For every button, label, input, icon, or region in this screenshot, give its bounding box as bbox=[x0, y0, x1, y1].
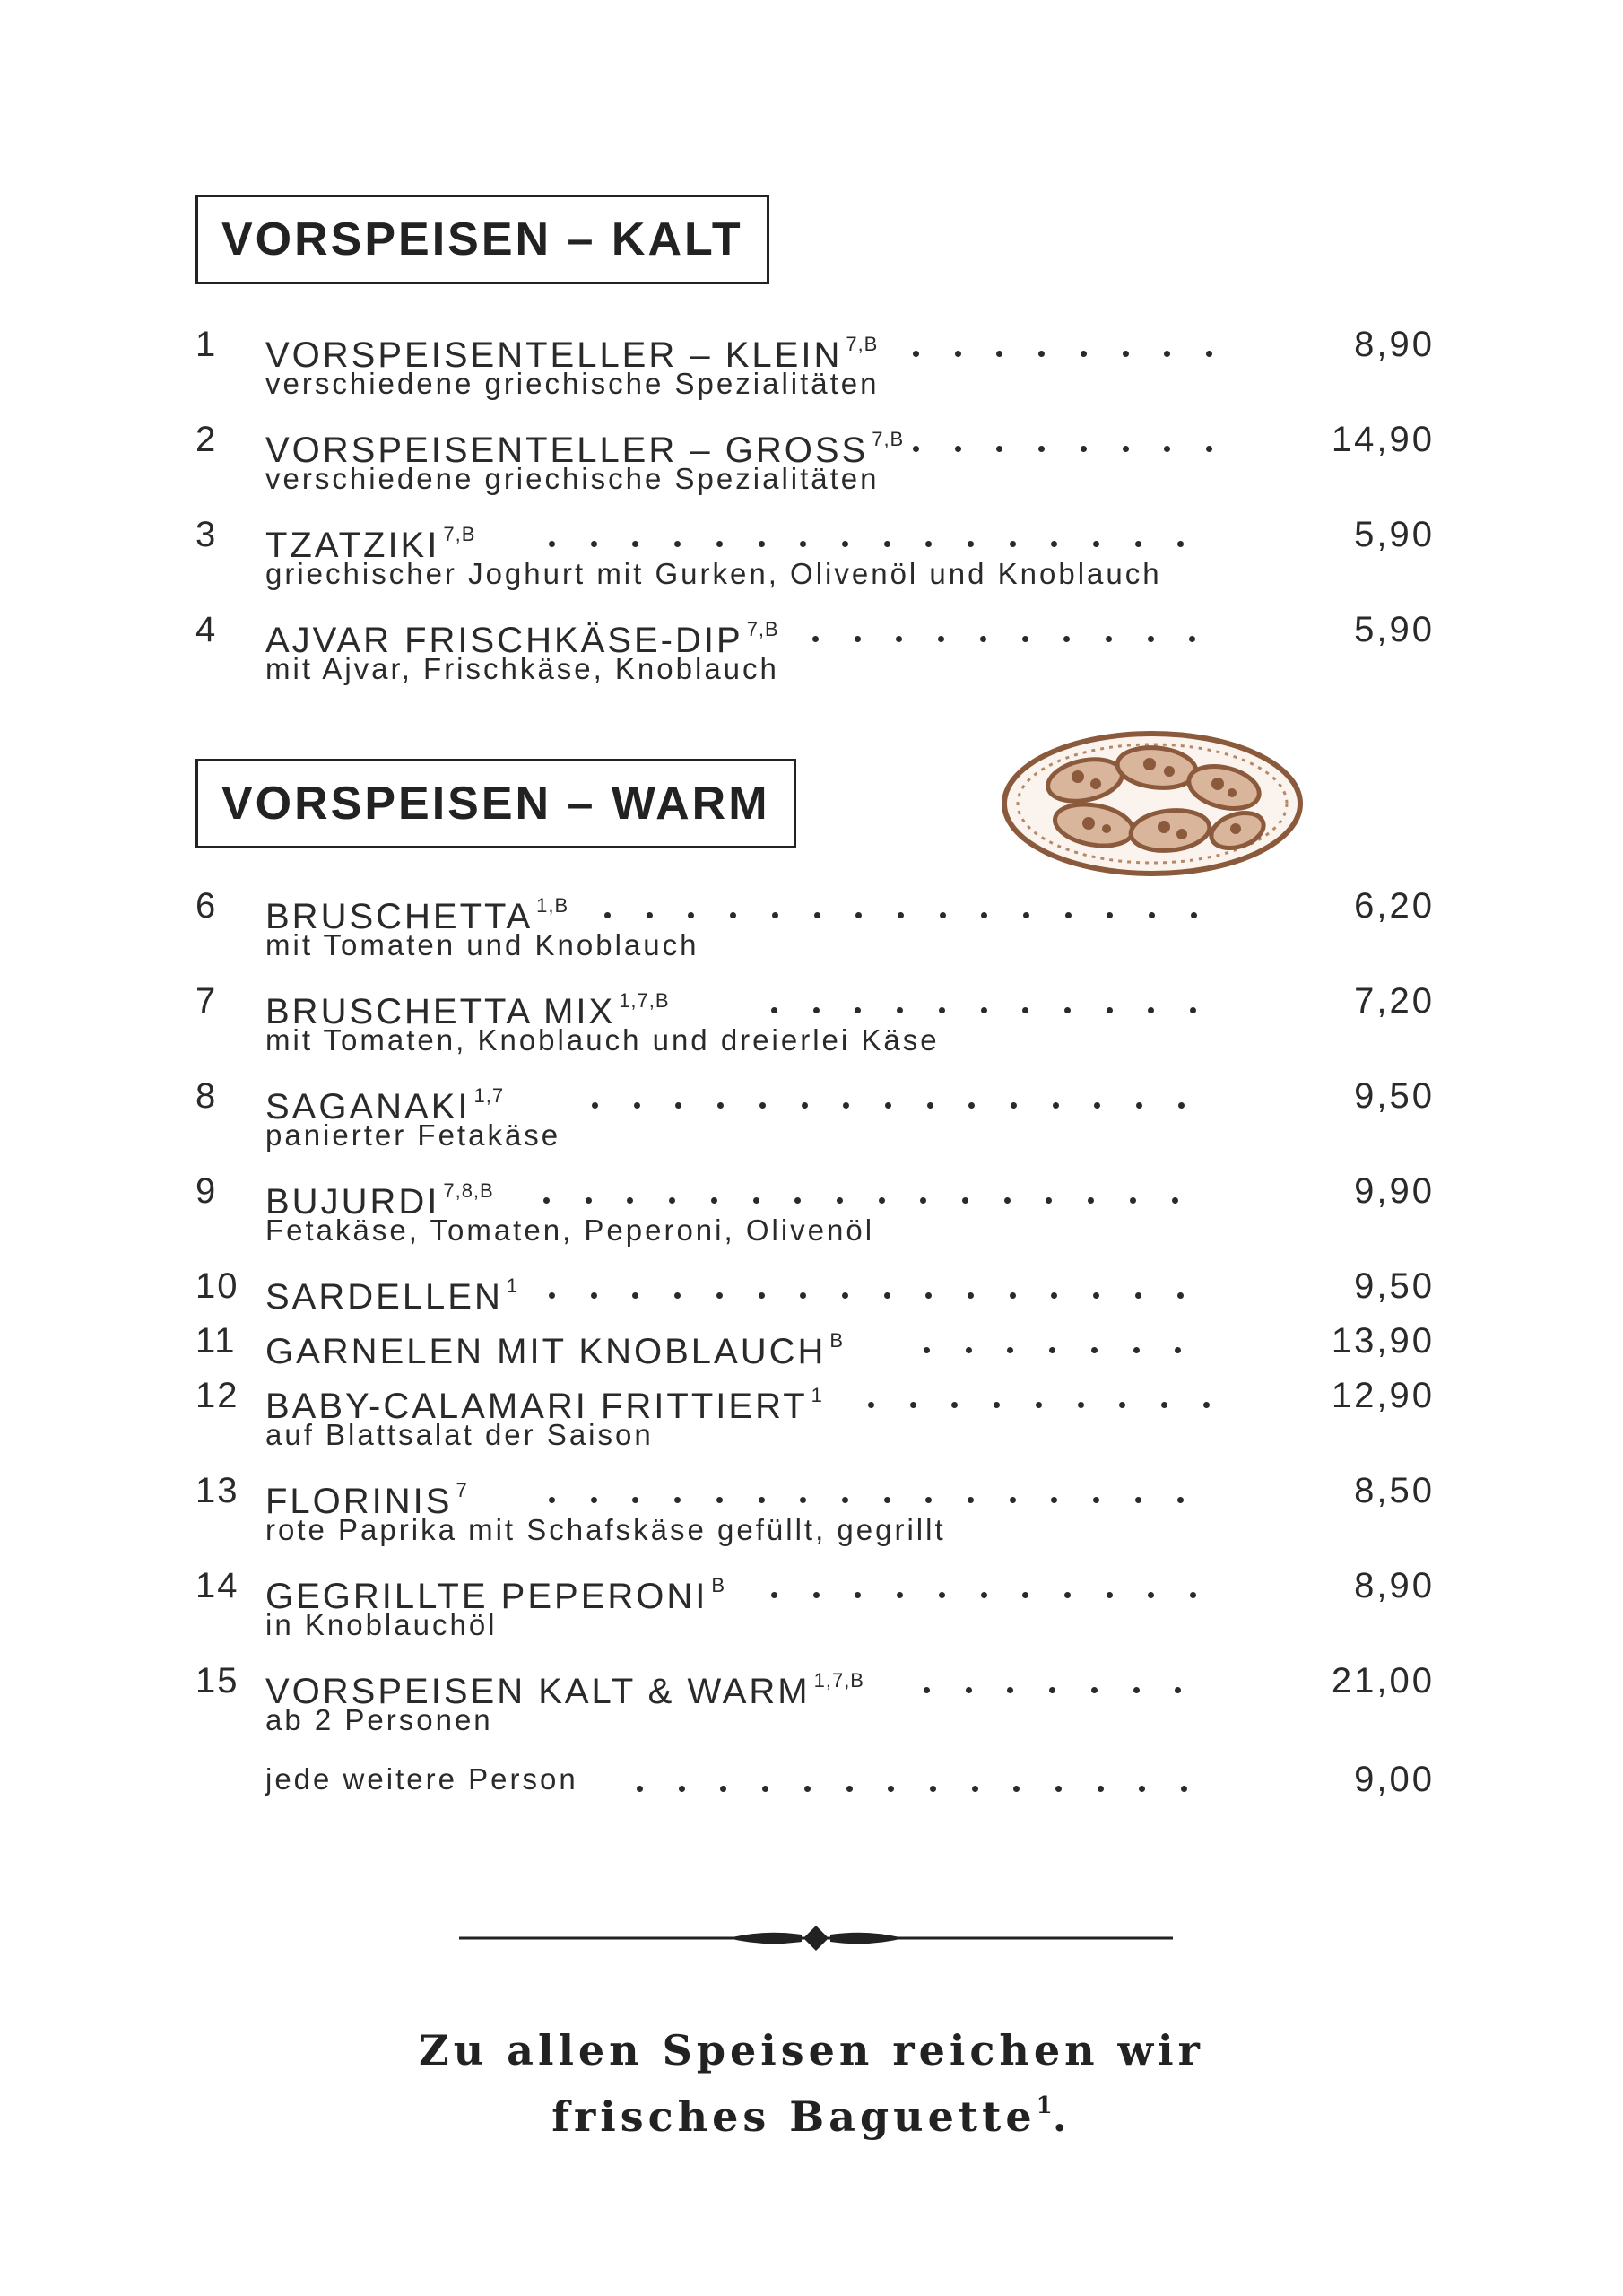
leader-dot bbox=[800, 1497, 806, 1503]
leader-dot bbox=[1094, 1102, 1100, 1109]
allergen-codes: 7,B bbox=[746, 618, 779, 640]
leader-dot bbox=[759, 1292, 765, 1299]
section-title-kalt: VORSPEISEN – KALT bbox=[195, 195, 769, 284]
leader-dot bbox=[1136, 1102, 1142, 1109]
leader-dot bbox=[939, 1007, 945, 1013]
section-title-warm: VORSPEISEN – WARM bbox=[195, 759, 796, 848]
leader-dot bbox=[1098, 1786, 1104, 1792]
menu-item-name-text: SARDELLEN bbox=[265, 1277, 503, 1317]
leader-dot bbox=[1010, 1497, 1016, 1503]
leader-dot bbox=[1049, 1687, 1055, 1693]
leader-dot bbox=[1022, 636, 1028, 642]
leader-dot bbox=[1081, 446, 1087, 452]
leader-dot bbox=[543, 1197, 550, 1204]
menu-item-description: mit Tomaten und Knoblauch bbox=[265, 928, 699, 961]
leader-dot bbox=[674, 1497, 681, 1503]
leader-dot bbox=[962, 1197, 968, 1204]
menu-item-description: griechischer Joghurt mit Gurken, Olivenöl und Knoblauch bbox=[265, 557, 1162, 590]
leader-dot bbox=[549, 541, 555, 547]
menu-item-number: 2 bbox=[195, 420, 218, 459]
leader-dot bbox=[1055, 1786, 1062, 1792]
leader-dot bbox=[1046, 1197, 1052, 1204]
leader-dot bbox=[879, 1197, 885, 1204]
leader-dot bbox=[1177, 1497, 1184, 1503]
bruschetta-plate-icon bbox=[995, 725, 1309, 882]
leader-dot bbox=[1051, 1497, 1057, 1503]
footer-line-2 bbox=[0, 2078, 1623, 2144]
leader-dot bbox=[1049, 1347, 1055, 1353]
leader-dot bbox=[1010, 541, 1016, 547]
menu-item-row bbox=[0, 1372, 1623, 1462]
menu-item-number: 1 bbox=[195, 325, 218, 364]
leader-dot bbox=[679, 1786, 685, 1792]
leader-dot bbox=[968, 1292, 974, 1299]
leader-dot bbox=[1004, 1197, 1011, 1204]
leader-dot bbox=[711, 1197, 717, 1204]
leader-dot bbox=[884, 1497, 890, 1503]
ornament-divider bbox=[459, 1922, 1173, 1954]
allergen-codes: 7,B bbox=[443, 523, 476, 545]
leader-dot bbox=[632, 1292, 638, 1299]
leader-dot bbox=[1011, 1102, 1017, 1109]
leader-dot bbox=[716, 541, 723, 547]
leader-dot bbox=[966, 1347, 972, 1353]
leader-dot bbox=[772, 912, 778, 918]
leader-dot bbox=[1161, 1402, 1167, 1408]
leader-dot bbox=[674, 1292, 681, 1299]
menu-item-number: 9 bbox=[195, 1171, 218, 1211]
leader-dot bbox=[1091, 1687, 1098, 1693]
leader-dot bbox=[981, 912, 987, 918]
menu-item-price: 9,90 bbox=[1354, 1171, 1435, 1211]
leader-dot bbox=[1172, 1197, 1178, 1204]
menu-item-row bbox=[0, 883, 1623, 972]
leader-dot bbox=[1135, 541, 1141, 547]
leader-dot bbox=[1007, 1347, 1013, 1353]
leader-dot bbox=[1053, 1102, 1059, 1109]
leader-dot bbox=[1119, 1402, 1125, 1408]
leader-dot bbox=[955, 351, 961, 357]
menu-item-description: ab 2 Personen bbox=[265, 1703, 493, 1736]
leader-dot bbox=[897, 1007, 903, 1013]
leader-dot bbox=[996, 351, 1002, 357]
menu-item-price: 9,50 bbox=[1354, 1076, 1435, 1116]
menu-item-price: 8,50 bbox=[1354, 1471, 1435, 1510]
leader-dot bbox=[1181, 1786, 1187, 1792]
leader-dot bbox=[1038, 446, 1045, 452]
leader-dot bbox=[675, 1102, 681, 1109]
leader-dot bbox=[1203, 1402, 1210, 1408]
leader-dot bbox=[1139, 1786, 1145, 1792]
leader-dot bbox=[1191, 912, 1197, 918]
leader-dot bbox=[627, 1197, 633, 1204]
leader-dot bbox=[896, 636, 902, 642]
leader-dot bbox=[1064, 1007, 1071, 1013]
leader-dot bbox=[674, 541, 681, 547]
leader-dot bbox=[1164, 351, 1170, 357]
menu-item-price: 8,90 bbox=[1354, 325, 1435, 364]
leader-dot bbox=[1148, 1007, 1154, 1013]
allergen-codes: 7,B bbox=[872, 428, 905, 450]
leader-dot bbox=[1175, 1347, 1181, 1353]
menu-item-row bbox=[0, 606, 1623, 696]
leader-dot bbox=[938, 636, 944, 642]
leader-dot bbox=[1175, 1687, 1181, 1693]
menu-item-name-text: VORSPEISENTELLER – KLEIN bbox=[265, 335, 843, 375]
leader-dot bbox=[1013, 1786, 1020, 1792]
menu-item-row bbox=[0, 1168, 1623, 1257]
menu-item-number: 10 bbox=[195, 1266, 239, 1306]
menu-item-name-text: GARNELEN MIT KNOBLAUCH bbox=[265, 1332, 827, 1371]
leader-dot bbox=[939, 1592, 945, 1598]
leader-dot bbox=[913, 446, 919, 452]
leader-dot bbox=[1010, 1292, 1016, 1299]
leader-dot bbox=[1206, 446, 1212, 452]
leader-dot bbox=[549, 1292, 555, 1299]
leader-dot bbox=[1107, 1592, 1113, 1598]
leader-dot bbox=[1065, 912, 1072, 918]
extra-person-label: jede weitere Person bbox=[265, 1762, 578, 1796]
leader-dot bbox=[920, 1197, 926, 1204]
leader-dot bbox=[843, 1102, 849, 1109]
menu-item-row bbox=[0, 1657, 1623, 1747]
leader-dot bbox=[759, 1497, 765, 1503]
menu-item-name-text: BRUSCHETTA MIX bbox=[265, 992, 616, 1031]
leader-dot bbox=[1123, 446, 1129, 452]
menu-item-name-text: VORSPEISEN KALT & WARM bbox=[265, 1672, 811, 1711]
leader-dot bbox=[1063, 636, 1070, 642]
leader-dot bbox=[925, 1497, 932, 1503]
leader-dot bbox=[1123, 351, 1129, 357]
leader-dot bbox=[586, 1197, 592, 1204]
menu-item-name-text: VORSPEISENTELLER – GROSS bbox=[265, 430, 869, 470]
leader-dot bbox=[1051, 1292, 1057, 1299]
leader-dot bbox=[968, 1102, 975, 1109]
leader-dot bbox=[549, 1497, 555, 1503]
leader-dot bbox=[940, 912, 946, 918]
leader-dot bbox=[802, 1102, 808, 1109]
leader-dot bbox=[925, 1292, 932, 1299]
allergen-codes: 1 bbox=[506, 1274, 519, 1297]
menu-item-number: 13 bbox=[195, 1471, 239, 1510]
menu-item-number: 8 bbox=[195, 1076, 218, 1116]
leader-dot bbox=[759, 541, 765, 547]
leader-dot bbox=[924, 1347, 930, 1353]
leader-dot bbox=[930, 1786, 936, 1792]
leader-dot bbox=[924, 1687, 930, 1693]
leader-dot bbox=[1007, 1687, 1013, 1693]
leader-dot bbox=[688, 912, 694, 918]
menu-item-number: 3 bbox=[195, 515, 218, 554]
leader-dot bbox=[730, 912, 736, 918]
menu-item-number: 12 bbox=[195, 1376, 239, 1415]
allergen-codes: 7,8,B bbox=[443, 1179, 494, 1202]
leader-dot bbox=[1081, 351, 1087, 357]
leader-dot bbox=[720, 1786, 726, 1792]
leader-dot bbox=[955, 446, 961, 452]
menu-item-row bbox=[0, 1073, 1623, 1162]
menu-item-price: 8,90 bbox=[1354, 1566, 1435, 1605]
leader-dot bbox=[1091, 1347, 1098, 1353]
leader-dot bbox=[1106, 636, 1112, 642]
leader-dot bbox=[888, 1786, 894, 1792]
allergen-codes: 1,B bbox=[536, 894, 569, 917]
leader-dot bbox=[968, 1497, 974, 1503]
leader-dot bbox=[868, 1402, 874, 1408]
leader-dot bbox=[1148, 636, 1154, 642]
menu-item-price: 13,90 bbox=[1331, 1321, 1435, 1361]
menu-item-description: in Knoblauchöl bbox=[265, 1608, 498, 1641]
leader-dot bbox=[897, 1592, 903, 1598]
menu-item-price: 9,50 bbox=[1354, 1266, 1435, 1306]
menu-item-name-text: FLORINIS bbox=[265, 1482, 453, 1521]
leader-dot bbox=[1135, 1292, 1141, 1299]
leader-dot bbox=[1164, 446, 1170, 452]
leader-dot bbox=[855, 636, 861, 642]
leader-dot bbox=[925, 541, 932, 547]
leader-dot bbox=[591, 1497, 597, 1503]
leader-dot bbox=[1178, 1102, 1185, 1109]
menu-item-number: 11 bbox=[195, 1321, 237, 1361]
allergen-codes: B bbox=[829, 1329, 845, 1352]
leader-dot bbox=[913, 351, 919, 357]
leader-dot bbox=[634, 1102, 640, 1109]
leader-dot bbox=[592, 1102, 598, 1109]
menu-item-price: 14,90 bbox=[1331, 420, 1435, 459]
leader-dot bbox=[804, 1786, 811, 1792]
menu-item-price: 5,90 bbox=[1354, 515, 1435, 554]
leader-dot bbox=[1177, 1292, 1184, 1299]
menu-item-name-text: AJVAR FRISCHKÄSE-DIP bbox=[265, 621, 743, 660]
leader-dot bbox=[1107, 1007, 1113, 1013]
leader-dot bbox=[1093, 1497, 1099, 1503]
leader-dot bbox=[632, 541, 638, 547]
leader-dot bbox=[1022, 1007, 1028, 1013]
leader-dot bbox=[1107, 912, 1113, 918]
footer-line-1: Zu allen Speisen reichen wir bbox=[419, 2026, 1204, 2074]
leader-dot bbox=[981, 1007, 987, 1013]
menu-item-price: 7,20 bbox=[1354, 981, 1435, 1021]
leader-dot bbox=[794, 1197, 801, 1204]
menu-item-price: 12,90 bbox=[1331, 1376, 1435, 1415]
leader-dot bbox=[980, 636, 986, 642]
leader-dot bbox=[996, 446, 1002, 452]
footer-note bbox=[0, 2022, 1623, 2144]
leader-dot bbox=[591, 1292, 597, 1299]
menu-item-description: panierter Fetakäse bbox=[265, 1118, 561, 1152]
menu-item-description: auf Blattsalat der Saison bbox=[265, 1418, 654, 1451]
leader-dot bbox=[1051, 541, 1057, 547]
menu-item-price: 6,20 bbox=[1354, 886, 1435, 926]
leader-dot bbox=[717, 1102, 724, 1109]
leader-dot bbox=[1130, 1197, 1136, 1204]
menu-item-description: Fetakäse, Tomaten, Peperoni, Olivenöl bbox=[265, 1213, 875, 1247]
leader-dot bbox=[1038, 351, 1045, 357]
menu-item-number: 15 bbox=[195, 1661, 239, 1700]
leader-dot bbox=[1189, 636, 1195, 642]
leader-dot bbox=[1036, 1402, 1042, 1408]
leader-dot bbox=[1093, 541, 1099, 547]
leader-dot bbox=[1190, 1592, 1196, 1598]
leader-dot bbox=[1133, 1347, 1140, 1353]
menu-item-row bbox=[0, 321, 1623, 411]
allergen-codes: 1,7 bbox=[473, 1084, 505, 1107]
menu-item-description: rote Paprika mit Schafskäse gefüllt, gegrillt bbox=[265, 1513, 946, 1546]
leader-dot bbox=[837, 1197, 843, 1204]
menu-item-name-text: BABY-CALAMARI FRITTIERT bbox=[265, 1387, 808, 1426]
leader-dot bbox=[637, 1786, 643, 1792]
leader-dot bbox=[1135, 1497, 1141, 1503]
leader-dot bbox=[994, 1402, 1000, 1408]
menu-item-name-text: BRUSCHETTA bbox=[265, 897, 534, 936]
leader-dot bbox=[716, 1497, 723, 1503]
footer-period: . bbox=[1052, 2092, 1072, 2141]
menu-item-description: verschiedene griechische Spezialitäten bbox=[265, 462, 880, 495]
menu-item-description: mit Ajvar, Frischkäse, Knoblauch bbox=[265, 652, 779, 685]
allergen-codes: 1 bbox=[811, 1384, 823, 1406]
menu-item-price: 5,90 bbox=[1354, 610, 1435, 649]
leader-dot bbox=[1133, 1687, 1140, 1693]
leader-dot bbox=[968, 541, 974, 547]
menu-item-number: 14 bbox=[195, 1566, 239, 1605]
leader-dot bbox=[1148, 1592, 1154, 1598]
leader-dot bbox=[753, 1197, 759, 1204]
leader-dot bbox=[1190, 1007, 1196, 1013]
leader-dot bbox=[632, 1497, 638, 1503]
leader-dot bbox=[910, 1402, 916, 1408]
leader-dot bbox=[842, 541, 848, 547]
extra-person-row bbox=[0, 1756, 1623, 1846]
menu-item-row bbox=[0, 1467, 1623, 1557]
leader-dot bbox=[716, 1292, 723, 1299]
leader-dot bbox=[951, 1402, 958, 1408]
leader-dot bbox=[771, 1592, 777, 1598]
leader-dot bbox=[604, 912, 611, 918]
menu-item-description: mit Tomaten, Knoblauch und dreierlei Käse bbox=[265, 1023, 940, 1057]
leader-dot bbox=[669, 1197, 675, 1204]
leader-dot bbox=[812, 636, 819, 642]
leader-dot bbox=[800, 1292, 806, 1299]
menu-item-row bbox=[0, 416, 1623, 506]
menu-item-name-text: SAGANAKI bbox=[265, 1087, 471, 1126]
leader-dot bbox=[855, 912, 862, 918]
allergen-codes: 7,B bbox=[846, 333, 879, 355]
menu-item-name-text: GEGRILLTE PEPERONI bbox=[265, 1577, 708, 1616]
leader-dot bbox=[814, 912, 820, 918]
allergen-codes: 1,7,B bbox=[619, 989, 670, 1012]
leader-dot bbox=[855, 1007, 861, 1013]
leader-dot bbox=[813, 1592, 820, 1598]
leader-dot bbox=[1093, 1292, 1099, 1299]
menu-item-number: 4 bbox=[195, 610, 218, 649]
footer-footnote-mark: 1 bbox=[1036, 2092, 1053, 2119]
leader-dot bbox=[1022, 1592, 1028, 1598]
leader-dot bbox=[972, 1786, 978, 1792]
leader-dot bbox=[1177, 541, 1184, 547]
menu-item-name-text: TZATZIKI bbox=[265, 526, 440, 565]
allergen-codes: B bbox=[711, 1574, 726, 1596]
leader-dot bbox=[1064, 1592, 1071, 1598]
extra-person-price: 9,00 bbox=[1354, 1760, 1435, 1799]
leader-dot bbox=[1206, 351, 1212, 357]
leader-dot bbox=[1088, 1197, 1094, 1204]
menu-item-row bbox=[0, 1562, 1623, 1652]
menu-item-description: verschiedene griechische Spezialitäten bbox=[265, 367, 880, 400]
menu-item-number: 7 bbox=[195, 981, 218, 1021]
leader-dot bbox=[800, 541, 806, 547]
menu-item-row bbox=[0, 978, 1623, 1067]
leader-dot bbox=[1023, 912, 1029, 918]
leader-dot bbox=[762, 1786, 768, 1792]
footer-line-2-text: frisches Baguette bbox=[551, 2092, 1037, 2141]
leader-dot bbox=[898, 912, 904, 918]
leader-dot bbox=[1149, 912, 1155, 918]
leader-dot bbox=[981, 1592, 987, 1598]
leader-dot bbox=[591, 541, 597, 547]
menu-item-price: 21,00 bbox=[1331, 1661, 1435, 1700]
leader-dot bbox=[771, 1007, 777, 1013]
leader-dot bbox=[884, 541, 890, 547]
leader-dot bbox=[842, 1497, 848, 1503]
leader-dot bbox=[842, 1292, 848, 1299]
menu-item-name-text: BUJURDI bbox=[265, 1182, 440, 1222]
allergen-codes: 1,7,B bbox=[813, 1669, 864, 1692]
leader-dot bbox=[855, 1592, 861, 1598]
allergen-codes: 7 bbox=[456, 1479, 468, 1501]
leader-dot bbox=[813, 1007, 820, 1013]
leader-dot bbox=[884, 1292, 890, 1299]
leader-dot bbox=[1078, 1402, 1084, 1408]
leader-dot bbox=[759, 1102, 766, 1109]
menu-item-row bbox=[0, 511, 1623, 601]
leader-dot bbox=[966, 1687, 972, 1693]
menu-item-number: 6 bbox=[195, 886, 218, 926]
leader-dot bbox=[927, 1102, 933, 1109]
leader-dot bbox=[885, 1102, 891, 1109]
leader-dot bbox=[647, 912, 653, 918]
leader-dot bbox=[846, 1786, 853, 1792]
